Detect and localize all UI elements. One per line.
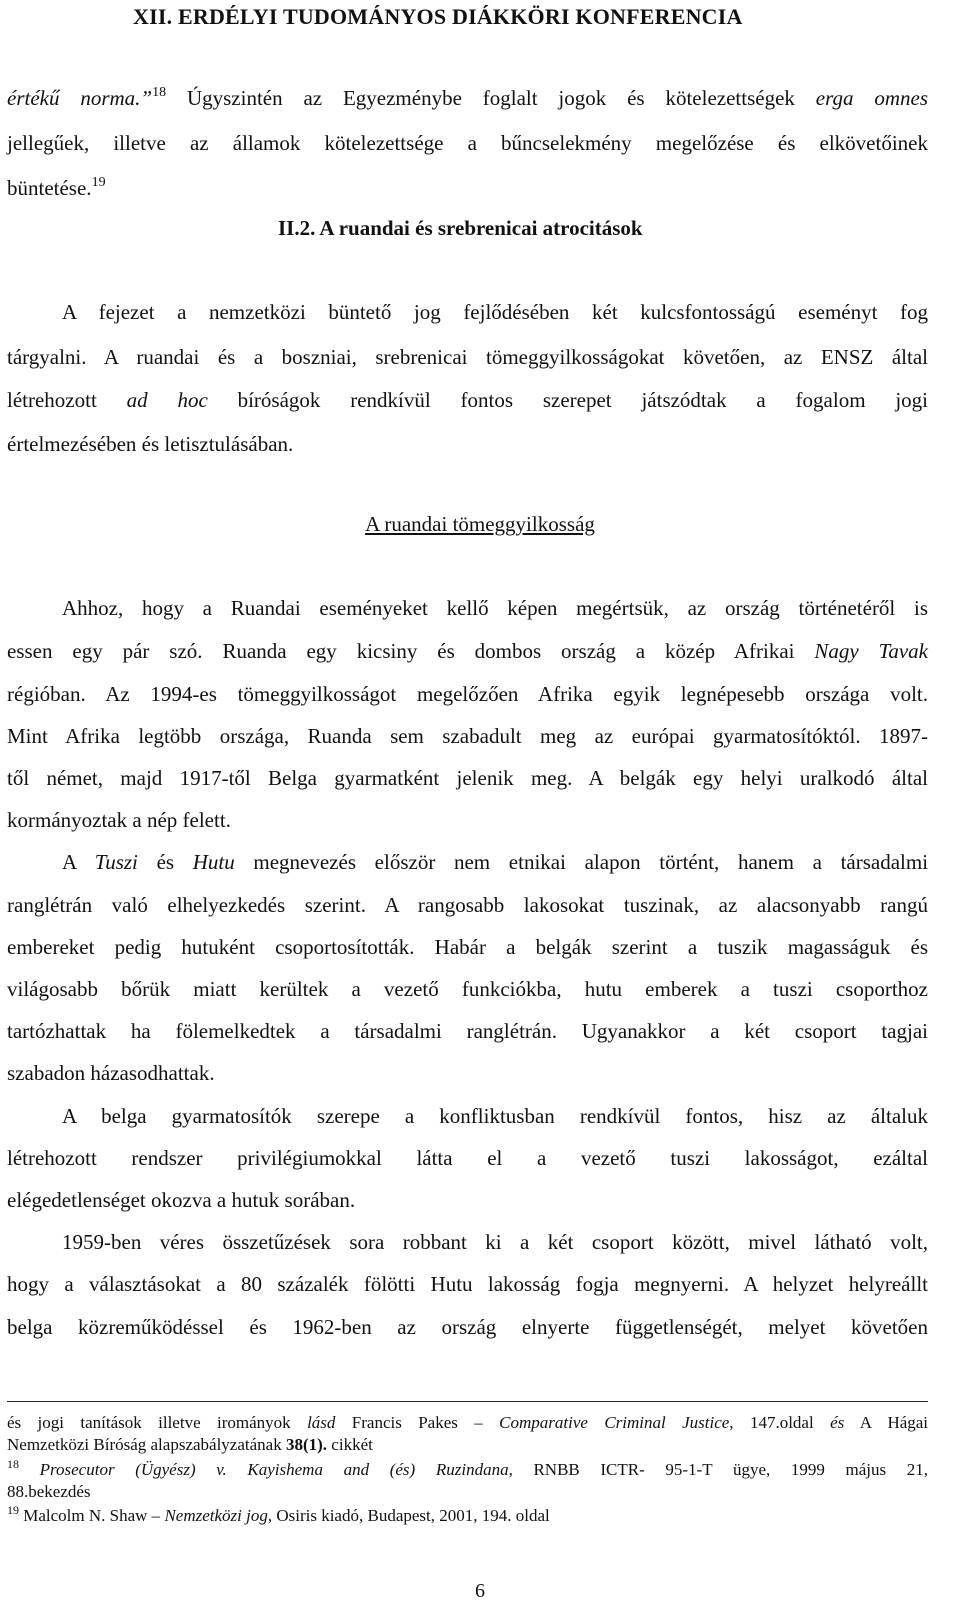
italic-text: Tuszi [94,850,138,874]
body-line: ranglétrán való elhelyezkedés szerint. A rangosabb lakosokat tuszinak, az alacsonyabb rangú [7,893,928,917]
footnote-19 [7,1505,928,1527]
body-line: 1959-ben véres összetűzések sora robbant ki a két csoport között, mivel látható volt, [62,1230,928,1254]
page-number: 6 [475,1580,485,1602]
body-text: létrehozott [7,388,97,412]
footnote-text: RNBB ICTR- 95-1-T ügye, 1999 május 21, [533,1460,929,1479]
body-text: bíróságok rendkívül fontos szerepet játszódtak a fogalom jogi [237,388,929,412]
italic-text: Hutu [192,850,235,874]
body-line: től német, majd 1917-től Belga gyarmatként jelenik meg. A belgák egy helyi uralkodó által [7,766,928,790]
body-line [7,386,928,414]
footnote-text: Francis Pakes – [351,1413,483,1432]
body-line: Mint Afrika legtöbb országa, Ruanda sem szabadult meg az európai gyarmatosítóktól. 1897- [7,724,928,748]
body-line [7,637,928,665]
bold-text: 38(1). [285,1435,328,1454]
body-line: jellegűek, illetve az államok kötelezettsége a bűncselekmény megelőzése és elkövetőinek [7,131,928,155]
footnote-ref: 19 [91,175,106,190]
footnote-text: cikkét [331,1435,373,1454]
italic-text: Prosecutor (Ügyész) v. Kayishema and (és) Ruzindana, [39,1460,513,1479]
body-line [62,848,928,876]
body-line: szabadon házasodhattak. [7,1061,215,1085]
footnote-separator [7,1401,928,1402]
body-line: belga közreműködéssel és 1962-ben az ország elnyerte függetlenségét, melyet követően [7,1315,928,1339]
body-text: megnevezés először nem etnikai alapon történt, hanem a társadalmi [253,850,929,874]
body-line: elégedetlenséget okozva a hutuk sorában. [7,1188,356,1212]
italic-text: és [830,1413,845,1432]
body-text: Úgyszintén az Egyezménybe foglalt jogok és kötelezettségek [186,86,795,110]
italic-text: Nemzetközi jog, [164,1506,273,1525]
footnote-number: 18 [7,1457,19,1471]
body-line: hogy a választásokat a 80 százalék fölötti Hutu lakosság fogja megnyerni. A helyzet helyreállt [7,1272,928,1296]
footnote-text: 147.oldal [749,1413,814,1432]
body-line: létrehozott rendszer privilégiumokkal látta el a vezető tuszi lakosságot, ezáltal [7,1146,928,1170]
italic-text: erga omnes [815,86,928,110]
footnote-line [7,1412,928,1434]
body-text: büntetése. [7,176,92,200]
footnote-text: Nemzetközi Bíróság alapszabályzatának [7,1435,282,1454]
body-line: régióban. Az 1994-es tömeggyilkosságot megelőzően Afrika egyik legnépesebb országa volt. [7,682,928,706]
subsection-title: A ruandai tömeggyilkosság [365,512,595,536]
italic-text: értékű norma.” [7,86,153,110]
body-line: A belga gyarmatosítók szerepe a konfliktusban rendkívül fontos, hisz az általuk [62,1104,928,1128]
footnote-text: Malcolm N. Shaw – [23,1506,161,1525]
section-title: II.2. A ruandai és srebrenicai atrocitások [278,216,643,240]
footnote-text: és jogi tanítások illetve irományok [7,1413,291,1432]
italic-text: lásd [307,1413,336,1432]
conference-header: XII. ERDÉLYI TUDOMÁNYOS DIÁKKÖRI KONFERENCIA [133,4,743,29]
body-line [7,84,928,112]
footnote-18 [7,1459,928,1481]
body-text: essen egy pár szó. Ruanda egy kicsiny és dombos ország a közép Afrikai [7,639,795,663]
body-line: tárgyalni. A ruandai és a boszniai, srebrenicai tömeggyilkosságokat követően, az ENSZ által [7,345,928,369]
footnote-text: A Hágai [859,1413,929,1432]
body-text: és [156,850,175,874]
body-text: A [62,850,77,874]
footnote-ref: 18 [152,85,167,100]
footnote-text: Osiris kiadó, Budapest, 2001, 194. oldal [276,1506,550,1525]
body-line: embereket pedig hutuként csoportosították. Habár a belgák szerint a tuszik magasságuk és [7,935,928,959]
footnote-number: 19 [7,1503,19,1517]
body-line: értelmezésében és letisztulásában. [7,432,294,456]
footnote-line [7,1434,928,1456]
italic-text: Nagy Tavak [814,639,929,663]
italic-text: Comparative Criminal Justice, [499,1413,734,1432]
body-line: Ahhoz, hogy a Ruandai eseményeket kellő képen megértsük, az ország történetéről is [62,596,928,620]
footnote-line: 88.bekezdés [7,1482,91,1501]
italic-text: ad hoc [126,388,208,412]
body-line: világosabb bőrük miatt kerültek a vezető funkciókba, hutu emberek a tuszi csoporthoz [7,977,928,1001]
body-line: tartózhattak ha fölemelkedtek a társadalmi ranglétrán. Ugyanakkor a két csoport tagjai [7,1019,928,1043]
body-line: kormányoztak a nép felett. [7,808,231,832]
body-line: A fejezet a nemzetközi büntető jog fejlődésében két kulcsfontosságú eseményt fog [62,300,928,324]
body-line [7,174,928,202]
